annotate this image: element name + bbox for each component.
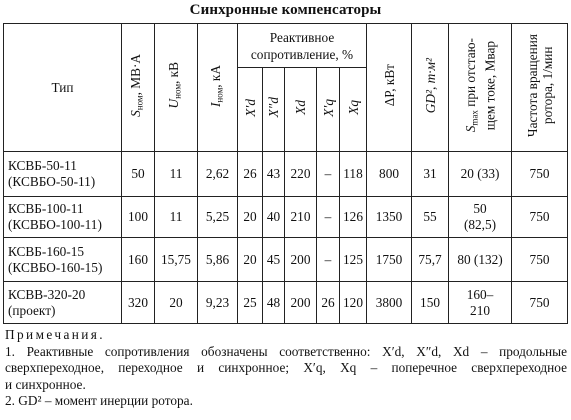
cell-i-nom: 5,86 xyxy=(198,238,238,282)
header-xq1-label: X′q xyxy=(320,98,336,117)
header-gd2 xyxy=(412,24,449,152)
cell-speed: 750 xyxy=(512,197,568,238)
cell-xq: 120 xyxy=(340,282,367,324)
header-xd2 xyxy=(263,68,285,152)
header-s-nom-label: $S_{ном}$, МВ·А xyxy=(128,54,145,117)
header-reactance-label: Реактивное сопротивление, % xyxy=(250,29,354,62)
cell-s-max: 80 (132) xyxy=(449,238,512,282)
cell-s-nom: 320 xyxy=(122,282,155,324)
table-row xyxy=(4,152,568,197)
header-i-nom xyxy=(198,24,238,152)
cell-s-nom: 50 xyxy=(122,152,155,197)
cell-s-nom: 160 xyxy=(122,238,155,282)
header-i-nom-label: $I_{ном}$, кА xyxy=(207,64,225,107)
cell-xd2: 40 xyxy=(263,197,285,238)
cell-xd1: 20 xyxy=(238,197,263,238)
header-speed xyxy=(512,24,568,152)
cell-gd2: 55 xyxy=(412,197,449,238)
cell-xd: 210 xyxy=(285,197,317,238)
cell-u-nom: 11 xyxy=(155,197,198,238)
cell-xd2: 48 xyxy=(263,282,285,324)
cell-xq: 125 xyxy=(340,238,367,282)
cell-type: КСВВ-320-20 (проект) xyxy=(4,282,122,324)
cell-xq: 118 xyxy=(340,152,367,197)
cell-xd1: 25 xyxy=(238,282,263,324)
cell-xd2: 43 xyxy=(263,152,285,197)
cell-xd1: 20 xyxy=(238,238,263,282)
note-1-line-3: и синхронное. xyxy=(5,376,86,392)
cell-dp: 3800 xyxy=(367,282,412,324)
cell-u-nom: 15,75 xyxy=(155,238,198,282)
header-reactance-group xyxy=(238,24,367,68)
cell-s-max: 20 (33) xyxy=(449,152,512,197)
cell-type: КСВБ-100-11 (КСВБО-100-11) xyxy=(4,197,122,238)
cell-speed: 750 xyxy=(512,152,568,197)
header-u-nom-label: $U_{ном}$, кВ xyxy=(166,62,183,109)
cell-speed: 750 xyxy=(512,282,568,324)
cell-type: КСВБ-160-15 (КСВБО-160-15) xyxy=(4,238,122,282)
compensators-table xyxy=(3,23,568,324)
cell-s-max: 50 (82,5) xyxy=(449,197,512,238)
cell-xd: 200 xyxy=(285,282,317,324)
header-xd2-label: X″d xyxy=(266,97,281,118)
table-row xyxy=(4,282,568,324)
cell-dp: 800 xyxy=(367,152,412,197)
cell-xd: 220 xyxy=(285,152,317,197)
cell-xq1: – xyxy=(317,238,340,282)
cell-speed: 750 xyxy=(512,238,568,282)
cell-i-nom: 2,62 xyxy=(198,152,238,197)
table-title: Синхронные компенсаторы xyxy=(189,2,382,18)
table-row xyxy=(4,197,568,238)
header-dp xyxy=(367,24,412,152)
cell-xq: 126 xyxy=(340,197,367,238)
note-1-line-2: сверхпереходное, переходное и синхронное; X′q, Xq – поперечное сверхпереходное xyxy=(5,360,567,375)
header-s-max xyxy=(449,24,512,152)
header-speed-label: Частота вращения ротора, 1/мин xyxy=(524,33,555,138)
header-xd1 xyxy=(238,68,263,152)
cell-xd1: 26 xyxy=(238,152,263,197)
cell-xq1: – xyxy=(317,197,340,238)
cell-xq1: 26 xyxy=(317,282,340,324)
cell-xq1: – xyxy=(317,152,340,197)
notes-label: Примечания. xyxy=(5,327,106,342)
header-gd2-label: GD², т·м² xyxy=(422,57,438,114)
cell-u-nom: 20 xyxy=(155,282,198,324)
cell-s-max: 160– 210 xyxy=(449,282,512,324)
cell-gd2: 75,7 xyxy=(412,238,449,282)
table-row xyxy=(4,238,568,282)
cell-xd2: 45 xyxy=(263,238,285,282)
cell-u-nom: 11 xyxy=(155,152,198,197)
header-type-label: Тип xyxy=(51,79,74,95)
cell-i-nom: 5,25 xyxy=(198,197,238,238)
header-type xyxy=(4,24,122,152)
cell-s-nom: 100 xyxy=(122,197,155,238)
cell-dp: 1350 xyxy=(367,197,412,238)
table-notes xyxy=(5,327,567,410)
header-xd xyxy=(285,68,317,152)
header-xq xyxy=(340,68,367,152)
header-xd1-label: X′d xyxy=(242,98,258,117)
header-xq-label: Xq xyxy=(345,100,361,115)
header-s-nom xyxy=(122,24,155,152)
note-1-line-1: 1. Реактивные сопротивления обозначены соответственно: X′d, X″d, Xd – продольные xyxy=(5,343,567,359)
cell-xd: 200 xyxy=(285,238,317,282)
cell-gd2: 31 xyxy=(412,152,449,197)
header-dp-label: ΔP, кВт xyxy=(381,64,397,107)
header-u-nom xyxy=(155,24,198,152)
cell-i-nom: 9,23 xyxy=(198,282,238,324)
cell-gd2: 150 xyxy=(412,282,449,324)
header-s-max-label: $S_{max}$ при отстаю- щем токе, Мвар xyxy=(462,38,498,133)
header-xd-label: Xd xyxy=(293,100,308,115)
note-2: 2. GD² – момент инерции ротора. xyxy=(5,393,193,408)
header-xq1 xyxy=(317,68,340,152)
cell-dp: 1750 xyxy=(367,238,412,282)
cell-type: КСВБ-50-11 (КСВБО-50-11) xyxy=(4,152,122,197)
